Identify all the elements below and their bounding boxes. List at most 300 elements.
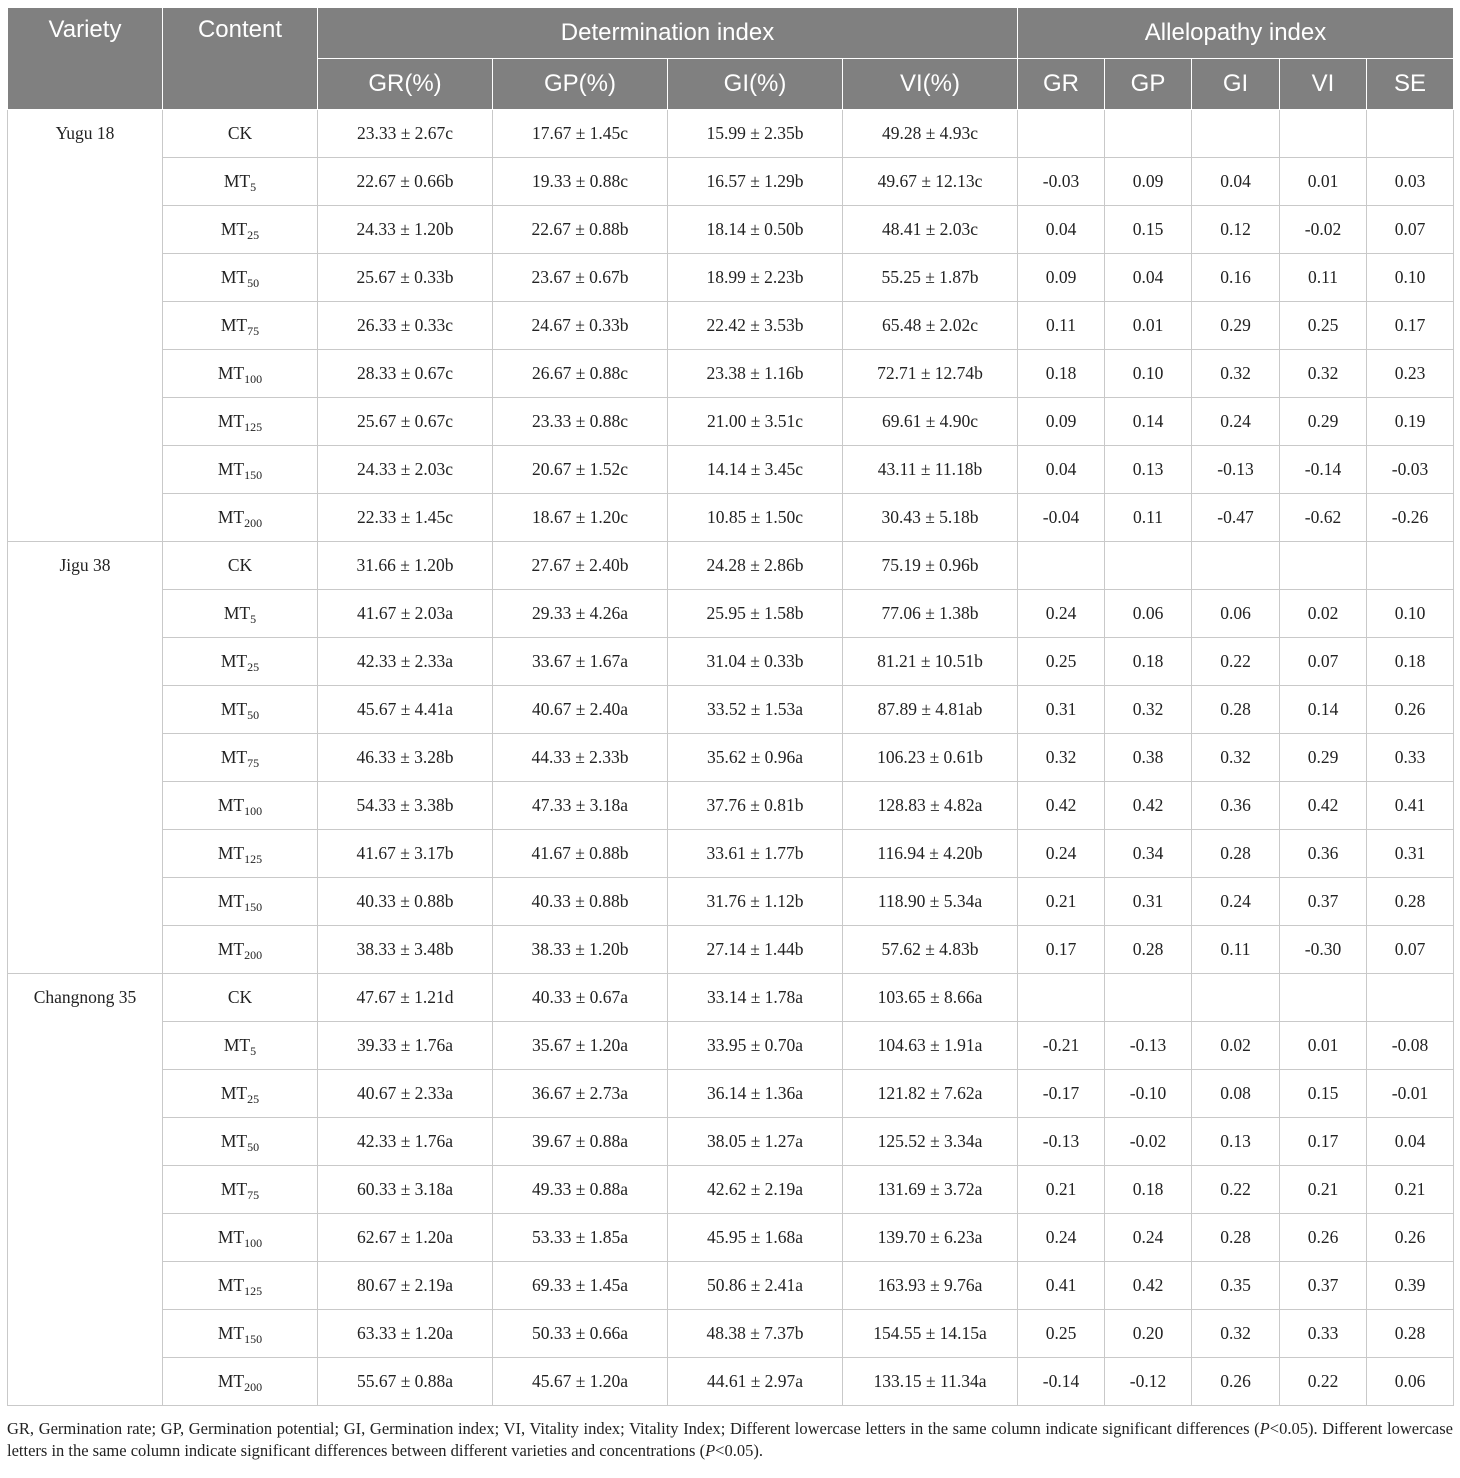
determination-cell: 18.14 ± 0.50b <box>668 206 843 254</box>
determination-cell: 26.67 ± 0.88c <box>493 350 668 398</box>
allelopathy-cell: 0.02 <box>1192 1022 1280 1070</box>
determination-cell: 42.33 ± 1.76a <box>318 1118 493 1166</box>
determination-cell: 15.99 ± 2.35b <box>668 110 843 158</box>
determination-cell: 49.28 ± 4.93c <box>843 110 1018 158</box>
content-concentration: 100 <box>244 372 263 386</box>
determination-cell: 31.04 ± 0.33b <box>668 638 843 686</box>
content-label: MT <box>217 1275 245 1295</box>
allelopathy-cell: 0.04 <box>1367 1118 1454 1166</box>
determination-cell: 46.33 ± 3.28b <box>318 734 493 782</box>
allelopathy-cell: 0.10 <box>1367 254 1454 302</box>
determination-cell: 60.33 ± 3.18a <box>318 1166 493 1214</box>
allelopathy-cell: 0.32 <box>1192 1310 1280 1358</box>
determination-cell: 31.76 ± 1.12b <box>668 878 843 926</box>
content-cell <box>163 878 318 926</box>
table-row <box>8 398 1454 446</box>
allelopathy-cell: 0.33 <box>1367 734 1454 782</box>
header-alle-gi: GI <box>1192 59 1280 110</box>
allelopathy-cell <box>1018 542 1105 590</box>
allelopathy-cell: 0.24 <box>1018 830 1105 878</box>
content-concentration: 25 <box>247 660 260 674</box>
determination-cell: 22.67 ± 0.88b <box>493 206 668 254</box>
determination-cell: 48.38 ± 7.37b <box>668 1310 843 1358</box>
header-variety: Variety <box>8 8 163 110</box>
table-row <box>8 926 1454 974</box>
determination-cell: 36.67 ± 2.73a <box>493 1070 668 1118</box>
allelopathy-cell: 0.26 <box>1367 1214 1454 1262</box>
content-concentration: 200 <box>244 948 263 962</box>
allelopathy-cell: 0.37 <box>1280 878 1367 926</box>
determination-cell: 23.67 ± 0.67b <box>493 254 668 302</box>
content-cell <box>163 350 318 398</box>
determination-cell: 43.11 ± 11.18b <box>843 446 1018 494</box>
allelopathy-cell: 0.21 <box>1018 878 1105 926</box>
determination-cell: 103.65 ± 8.66a <box>843 974 1018 1022</box>
determination-cell: 25.67 ± 0.67c <box>318 398 493 446</box>
allelopathy-cell: 0.29 <box>1192 302 1280 350</box>
allelopathy-cell: 0.42 <box>1018 782 1105 830</box>
determination-cell: 49.67 ± 12.13c <box>843 158 1018 206</box>
allelopathy-cell: 0.08 <box>1192 1070 1280 1118</box>
allelopathy-cell <box>1367 542 1454 590</box>
allelopathy-cell: 0.28 <box>1105 926 1192 974</box>
content-cell <box>163 1166 318 1214</box>
allelopathy-cell: 0.28 <box>1192 686 1280 734</box>
content-cell <box>163 782 318 830</box>
allelopathy-cell <box>1280 542 1367 590</box>
determination-cell: 49.33 ± 0.88a <box>493 1166 668 1214</box>
allelopathy-cell: 0.04 <box>1192 158 1280 206</box>
allelopathy-cell: 0.31 <box>1367 830 1454 878</box>
allelopathy-cell: 0.11 <box>1018 302 1105 350</box>
allelopathy-cell: -0.14 <box>1018 1358 1105 1406</box>
allelopathy-cell: 0.28 <box>1192 830 1280 878</box>
table-row <box>8 638 1454 686</box>
allelopathy-cell: 0.12 <box>1192 206 1280 254</box>
allelopathy-cell: 0.24 <box>1018 590 1105 638</box>
table-footnote <box>7 1418 1453 1462</box>
allelopathy-cell: -0.30 <box>1280 926 1367 974</box>
allelopathy-cell: 0.01 <box>1280 158 1367 206</box>
allelopathy-cell: 0.31 <box>1105 878 1192 926</box>
table-row <box>8 1118 1454 1166</box>
header-det-vi: VI(%) <box>843 59 1018 110</box>
header-det-gr: GR(%) <box>318 59 493 110</box>
allelopathy-cell: 0.33 <box>1280 1310 1367 1358</box>
allelopathy-cell: 0.04 <box>1018 206 1105 254</box>
determination-cell: 57.62 ± 4.83b <box>843 926 1018 974</box>
allelopathy-cell: 0.22 <box>1280 1358 1367 1406</box>
determination-cell: 53.33 ± 1.85a <box>493 1214 668 1262</box>
determination-cell: 24.33 ± 1.20b <box>318 206 493 254</box>
allelopathy-cell: 0.28 <box>1367 878 1454 926</box>
content-label: MT <box>220 1131 248 1151</box>
allelopathy-cell: 0.29 <box>1280 398 1367 446</box>
content-concentration: 5 <box>250 1044 257 1058</box>
content-cell <box>163 974 318 1022</box>
content-label: MT <box>220 699 248 719</box>
results-table-container <box>7 7 1453 1406</box>
determination-cell: 17.67 ± 1.45c <box>493 110 668 158</box>
content-cell <box>163 494 318 542</box>
content-cell <box>163 590 318 638</box>
allelopathy-cell: 0.32 <box>1105 686 1192 734</box>
determination-cell: 37.76 ± 0.81b <box>668 782 843 830</box>
allelopathy-cell: 0.17 <box>1367 302 1454 350</box>
allelopathy-cell: 0.25 <box>1018 638 1105 686</box>
allelopathy-cell: 0.22 <box>1192 1166 1280 1214</box>
content-label: MT <box>220 267 248 287</box>
determination-cell: 44.61 ± 2.97a <box>668 1358 843 1406</box>
determination-cell: 77.06 ± 1.38b <box>843 590 1018 638</box>
table-row <box>8 1262 1454 1310</box>
content-concentration: 125 <box>244 420 263 434</box>
allelopathy-cell: 0.06 <box>1192 590 1280 638</box>
determination-cell: 80.67 ± 2.19a <box>318 1262 493 1310</box>
allelopathy-cell: -0.17 <box>1018 1070 1105 1118</box>
determination-cell: 106.23 ± 0.61b <box>843 734 1018 782</box>
determination-cell: 18.67 ± 1.20c <box>493 494 668 542</box>
allelopathy-cell: 0.24 <box>1018 1214 1105 1262</box>
table-row <box>8 206 1454 254</box>
allelopathy-cell: 0.26 <box>1367 686 1454 734</box>
content-concentration: 75 <box>247 756 260 770</box>
determination-cell: 39.67 ± 0.88a <box>493 1118 668 1166</box>
determination-cell: 41.67 ± 3.17b <box>318 830 493 878</box>
determination-cell: 16.57 ± 1.29b <box>668 158 843 206</box>
determination-cell: 25.67 ± 0.33b <box>318 254 493 302</box>
content-concentration: 25 <box>247 1092 260 1106</box>
header-allelopathy-index: Allelopathy index <box>1018 8 1454 59</box>
allelopathy-cell: 0.17 <box>1280 1118 1367 1166</box>
allelopathy-cell: 0.32 <box>1192 350 1280 398</box>
content-cell <box>163 158 318 206</box>
allelopathy-cell: 0.11 <box>1280 254 1367 302</box>
allelopathy-cell: 0.14 <box>1280 686 1367 734</box>
allelopathy-cell: 0.15 <box>1280 1070 1367 1118</box>
content-concentration: 75 <box>247 324 260 338</box>
table-row <box>8 1214 1454 1262</box>
allelopathy-cell: -0.13 <box>1192 446 1280 494</box>
allelopathy-cell: -0.01 <box>1367 1070 1454 1118</box>
content-label: CK <box>227 987 253 1007</box>
footnote-p-symbol-2: P <box>705 1441 716 1460</box>
content-cell <box>163 206 318 254</box>
table-row <box>8 734 1454 782</box>
determination-cell: 40.67 ± 2.33a <box>318 1070 493 1118</box>
determination-cell: 69.33 ± 1.45a <box>493 1262 668 1310</box>
variety-cell: Changnong 35 <box>8 974 163 1406</box>
footnote-text-1: GR, Germination rate; GP, Germination potential; GI, Germination index; VI, Vitality index; Vitality Index; Different lowercase letters in the same column indicate significant differences ( <box>7 1419 1260 1438</box>
content-cell <box>163 926 318 974</box>
allelopathy-cell: 0.36 <box>1192 782 1280 830</box>
content-concentration: 100 <box>244 1236 263 1250</box>
allelopathy-cell: -0.62 <box>1280 494 1367 542</box>
allelopathy-cell: 0.21 <box>1367 1166 1454 1214</box>
allelopathy-cell: 0.09 <box>1018 398 1105 446</box>
allelopathy-cell: 0.24 <box>1192 878 1280 926</box>
content-concentration: 200 <box>244 516 263 530</box>
content-concentration: 125 <box>244 1284 263 1298</box>
determination-cell: 33.95 ± 0.70a <box>668 1022 843 1070</box>
content-cell <box>163 1310 318 1358</box>
content-label: MT <box>217 1323 245 1343</box>
allelopathy-cell: 0.17 <box>1018 926 1105 974</box>
content-label: CK <box>227 123 253 143</box>
determination-cell: 128.83 ± 4.82a <box>843 782 1018 830</box>
allelopathy-cell: 0.09 <box>1018 254 1105 302</box>
determination-cell: 35.62 ± 0.96a <box>668 734 843 782</box>
allelopathy-cell: 0.37 <box>1280 1262 1367 1310</box>
allelopathy-cell: -0.08 <box>1367 1022 1454 1070</box>
header-alle-gp: GP <box>1105 59 1192 110</box>
allelopathy-cell: 0.24 <box>1105 1214 1192 1262</box>
determination-cell: 40.33 ± 0.88b <box>318 878 493 926</box>
allelopathy-cell: 0.32 <box>1280 350 1367 398</box>
determination-cell: 65.48 ± 2.02c <box>843 302 1018 350</box>
content-cell <box>163 302 318 350</box>
content-label: MT <box>223 171 251 191</box>
header-determination-index: Determination index <box>318 8 1018 59</box>
determination-cell: 38.05 ± 1.27a <box>668 1118 843 1166</box>
determination-cell: 22.33 ± 1.45c <box>318 494 493 542</box>
determination-cell: 69.61 ± 4.90c <box>843 398 1018 446</box>
content-concentration: 150 <box>244 1332 263 1346</box>
content-concentration: 125 <box>244 852 263 866</box>
determination-cell: 26.33 ± 0.33c <box>318 302 493 350</box>
determination-cell: 23.38 ± 1.16b <box>668 350 843 398</box>
allelopathy-cell: -0.21 <box>1018 1022 1105 1070</box>
allelopathy-cell: 0.04 <box>1018 446 1105 494</box>
determination-cell: 131.69 ± 3.72a <box>843 1166 1018 1214</box>
allelopathy-cell: 0.11 <box>1192 926 1280 974</box>
determination-cell: 14.14 ± 3.45c <box>668 446 843 494</box>
content-cell <box>163 398 318 446</box>
allelopathy-cell: 0.18 <box>1105 1166 1192 1214</box>
content-label: MT <box>217 891 245 911</box>
content-cell <box>163 110 318 158</box>
content-label: MT <box>217 843 245 863</box>
allelopathy-cell <box>1018 110 1105 158</box>
allelopathy-cell: 0.18 <box>1105 638 1192 686</box>
content-concentration: 75 <box>247 1188 260 1202</box>
determination-cell: 33.52 ± 1.53a <box>668 686 843 734</box>
determination-cell: 18.99 ± 2.23b <box>668 254 843 302</box>
allelopathy-cell: 0.35 <box>1192 1262 1280 1310</box>
table-row <box>8 446 1454 494</box>
content-cell <box>163 1262 318 1310</box>
table-row <box>8 350 1454 398</box>
determination-cell: 45.67 ± 4.41a <box>318 686 493 734</box>
determination-cell: 10.85 ± 1.50c <box>668 494 843 542</box>
determination-cell: 25.95 ± 1.58b <box>668 590 843 638</box>
determination-cell: 48.41 ± 2.03c <box>843 206 1018 254</box>
allelopathy-cell: 0.41 <box>1367 782 1454 830</box>
table-row <box>8 542 1454 590</box>
determination-cell: 21.00 ± 3.51c <box>668 398 843 446</box>
determination-cell: 33.67 ± 1.67a <box>493 638 668 686</box>
determination-cell: 42.33 ± 2.33a <box>318 638 493 686</box>
allelopathy-cell: 0.23 <box>1367 350 1454 398</box>
content-cell <box>163 1358 318 1406</box>
allelopathy-cell: 0.38 <box>1105 734 1192 782</box>
table-row <box>8 1022 1454 1070</box>
allelopathy-cell: -0.13 <box>1105 1022 1192 1070</box>
table-header <box>8 8 1454 110</box>
variety-cell: Jigu 38 <box>8 542 163 974</box>
determination-cell: 44.33 ± 2.33b <box>493 734 668 782</box>
determination-cell: 20.67 ± 1.52c <box>493 446 668 494</box>
allelopathy-cell: 0.16 <box>1192 254 1280 302</box>
allelopathy-cell: 0.28 <box>1192 1214 1280 1262</box>
determination-cell: 35.67 ± 1.20a <box>493 1022 668 1070</box>
determination-cell: 50.86 ± 2.41a <box>668 1262 843 1310</box>
determination-cell: 104.63 ± 1.91a <box>843 1022 1018 1070</box>
determination-cell: 38.33 ± 1.20b <box>493 926 668 974</box>
table-row <box>8 1358 1454 1406</box>
content-concentration: 150 <box>244 900 263 914</box>
allelopathy-cell: 0.42 <box>1105 1262 1192 1310</box>
table-row <box>8 782 1454 830</box>
allelopathy-cell <box>1105 110 1192 158</box>
content-cell <box>163 254 318 302</box>
determination-cell: 55.25 ± 1.87b <box>843 254 1018 302</box>
table-row <box>8 158 1454 206</box>
determination-cell: 47.67 ± 1.21d <box>318 974 493 1022</box>
content-label: MT <box>220 315 248 335</box>
allelopathy-cell: 0.14 <box>1105 398 1192 446</box>
determination-cell: 40.33 ± 0.67a <box>493 974 668 1022</box>
table-row <box>8 878 1454 926</box>
determination-cell: 19.33 ± 0.88c <box>493 158 668 206</box>
allelopathy-cell: -0.47 <box>1192 494 1280 542</box>
table-row <box>8 686 1454 734</box>
determination-cell: 33.61 ± 1.77b <box>668 830 843 878</box>
determination-cell: 163.93 ± 9.76a <box>843 1262 1018 1310</box>
allelopathy-cell: 0.21 <box>1018 1166 1105 1214</box>
allelopathy-cell: 0.24 <box>1192 398 1280 446</box>
content-cell <box>163 1118 318 1166</box>
content-label: MT <box>220 747 248 767</box>
determination-cell: 22.67 ± 0.66b <box>318 158 493 206</box>
allelopathy-cell: -0.04 <box>1018 494 1105 542</box>
allelopathy-cell: 0.42 <box>1280 782 1367 830</box>
content-label: MT <box>223 1035 251 1055</box>
results-table <box>7 7 1454 1406</box>
determination-cell: 31.66 ± 1.20b <box>318 542 493 590</box>
content-cell <box>163 686 318 734</box>
content-label: MT <box>220 219 248 239</box>
header-det-gi: GI(%) <box>668 59 843 110</box>
content-label: MT <box>217 363 245 383</box>
content-label: MT <box>220 1083 248 1103</box>
header-alle-gr: GR <box>1018 59 1105 110</box>
determination-cell: 118.90 ± 5.34a <box>843 878 1018 926</box>
content-concentration: 25 <box>247 228 260 242</box>
table-row <box>8 830 1454 878</box>
determination-cell: 39.33 ± 1.76a <box>318 1022 493 1070</box>
allelopathy-cell: 0.25 <box>1280 302 1367 350</box>
allelopathy-cell <box>1192 542 1280 590</box>
allelopathy-cell <box>1105 542 1192 590</box>
allelopathy-cell: 0.15 <box>1105 206 1192 254</box>
content-concentration: 100 <box>244 804 263 818</box>
allelopathy-cell <box>1018 974 1105 1022</box>
determination-cell: 41.67 ± 2.03a <box>318 590 493 638</box>
content-concentration: 50 <box>247 276 260 290</box>
allelopathy-cell: 0.09 <box>1105 158 1192 206</box>
determination-cell: 55.67 ± 0.88a <box>318 1358 493 1406</box>
content-cell <box>163 734 318 782</box>
table-row <box>8 494 1454 542</box>
allelopathy-cell: -0.02 <box>1280 206 1367 254</box>
content-concentration: 50 <box>247 1140 260 1154</box>
content-label: MT <box>217 459 245 479</box>
allelopathy-cell: 0.13 <box>1192 1118 1280 1166</box>
allelopathy-cell: 0.18 <box>1367 638 1454 686</box>
allelopathy-cell: 0.10 <box>1367 590 1454 638</box>
allelopathy-cell: -0.10 <box>1105 1070 1192 1118</box>
content-label: MT <box>217 1371 245 1391</box>
content-cell <box>163 446 318 494</box>
allelopathy-cell: 0.42 <box>1105 782 1192 830</box>
content-concentration: 50 <box>247 708 260 722</box>
footnote-text-3: <0.05). <box>715 1441 763 1460</box>
content-cell <box>163 1070 318 1118</box>
allelopathy-cell: 0.06 <box>1105 590 1192 638</box>
determination-cell: 42.62 ± 2.19a <box>668 1166 843 1214</box>
determination-cell: 40.67 ± 2.40a <box>493 686 668 734</box>
determination-cell: 29.33 ± 4.26a <box>493 590 668 638</box>
allelopathy-cell: 0.10 <box>1105 350 1192 398</box>
header-alle-vi: VI <box>1280 59 1367 110</box>
determination-cell: 125.52 ± 3.34a <box>843 1118 1018 1166</box>
determination-cell: 72.71 ± 12.74b <box>843 350 1018 398</box>
allelopathy-cell: 0.20 <box>1105 1310 1192 1358</box>
allelopathy-cell: 0.07 <box>1367 206 1454 254</box>
header-row-1 <box>8 8 1454 59</box>
content-label: MT <box>217 507 245 527</box>
allelopathy-cell: 0.32 <box>1192 734 1280 782</box>
allelopathy-cell: 0.13 <box>1105 446 1192 494</box>
determination-cell: 87.89 ± 4.81ab <box>843 686 1018 734</box>
determination-cell: 54.33 ± 3.38b <box>318 782 493 830</box>
allelopathy-cell: 0.21 <box>1280 1166 1367 1214</box>
allelopathy-cell: 0.02 <box>1280 590 1367 638</box>
determination-cell: 121.82 ± 7.62a <box>843 1070 1018 1118</box>
allelopathy-cell: 0.11 <box>1105 494 1192 542</box>
determination-cell: 38.33 ± 3.48b <box>318 926 493 974</box>
allelopathy-cell: 0.03 <box>1367 158 1454 206</box>
content-label: MT <box>223 603 251 623</box>
allelopathy-cell: 0.34 <box>1105 830 1192 878</box>
footnote-text-2: <0.05). Different lowercase letters in the same column indicate significant differences between different varieties and concentrations ( <box>7 1419 1453 1460</box>
allelopathy-cell: 0.07 <box>1367 926 1454 974</box>
allelopathy-cell: 0.41 <box>1018 1262 1105 1310</box>
content-cell <box>163 830 318 878</box>
allelopathy-cell: 0.06 <box>1367 1358 1454 1406</box>
determination-cell: 62.67 ± 1.20a <box>318 1214 493 1262</box>
allelopathy-cell: 0.19 <box>1367 398 1454 446</box>
determination-cell: 24.67 ± 0.33b <box>493 302 668 350</box>
allelopathy-cell: 0.32 <box>1018 734 1105 782</box>
determination-cell: 45.67 ± 1.20a <box>493 1358 668 1406</box>
determination-cell: 75.19 ± 0.96b <box>843 542 1018 590</box>
allelopathy-cell: 0.31 <box>1018 686 1105 734</box>
table-row <box>8 590 1454 638</box>
allelopathy-cell: 0.28 <box>1367 1310 1454 1358</box>
allelopathy-cell <box>1192 974 1280 1022</box>
